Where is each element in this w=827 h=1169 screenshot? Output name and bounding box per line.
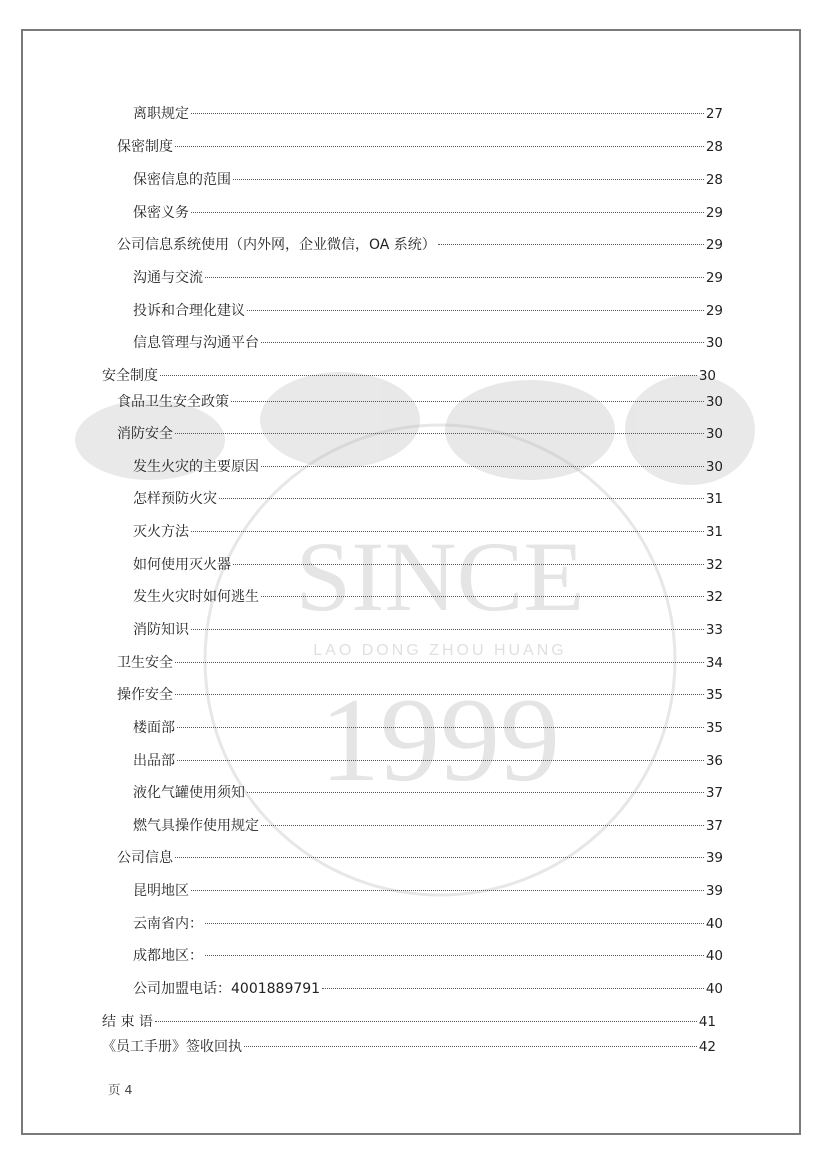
toc-page-number: 37: [705, 818, 723, 834]
toc-leader: [261, 342, 704, 343]
toc-label: 操作安全: [117, 687, 173, 703]
toc-entry[interactable]: [117, 424, 723, 444]
toc-page-number: 39: [705, 850, 723, 866]
toc-leader: [191, 212, 704, 213]
toc-entry[interactable]: [117, 848, 723, 868]
toc-leader: [247, 310, 704, 311]
toc-label: 离职规定: [133, 106, 189, 122]
toc-label: 保密信息的范围: [133, 172, 231, 188]
toc-entry[interactable]: [133, 203, 723, 223]
toc-leader: [261, 596, 704, 597]
toc-entry[interactable]: [133, 783, 723, 803]
toc-leader: [261, 466, 704, 467]
toc-entry[interactable]: [133, 587, 723, 607]
toc-leader: [233, 564, 704, 565]
toc-label: 安全制度: [102, 368, 158, 384]
watermark-year: 1999: [320, 673, 560, 806]
toc-entry[interactable]: [117, 653, 723, 673]
toc-page-number: 34: [705, 655, 723, 671]
toc-leader: [177, 727, 704, 728]
toc-entry[interactable]: [133, 718, 723, 738]
toc-label: 发生火灾的主要原因: [133, 459, 259, 475]
toc-entry[interactable]: [133, 979, 723, 999]
toc-label: 投诉和合理化建议: [133, 303, 245, 319]
toc-page-number: 41: [698, 1014, 716, 1030]
watermark-since: SINCE: [295, 521, 585, 632]
toc-page-number: 33: [705, 622, 723, 638]
toc-page-number: 40: [705, 981, 723, 997]
page-footer: 页 4: [108, 1082, 133, 1097]
toc-page-number: 27: [705, 106, 723, 122]
toc-page-number: 37: [705, 785, 723, 801]
toc-label: 保密义务: [133, 205, 189, 221]
toc-entry[interactable]: [102, 1037, 716, 1057]
toc-entry[interactable]: [102, 366, 716, 386]
toc-leader: [155, 1021, 697, 1022]
watermark-subtitle: LAO DONG ZHOU HUANG: [313, 642, 567, 659]
toc-label: 公司信息系统使用（内外网，企业微信，OA 系统）: [117, 237, 436, 253]
toc-page-number: 42: [698, 1039, 716, 1055]
toc-label: 公司信息: [117, 850, 173, 866]
toc-page-number: 31: [705, 524, 723, 540]
toc-page-number: 35: [705, 720, 723, 736]
toc-page-number: 32: [705, 557, 723, 573]
toc-page-number: 28: [705, 172, 723, 188]
toc-label: 卫生安全: [117, 655, 173, 671]
toc-label: 《员工手册》签收回执: [102, 1039, 242, 1055]
toc-leader: [191, 629, 704, 630]
toc-leader: [175, 662, 704, 663]
toc-entry[interactable]: [133, 104, 723, 124]
toc-leader: [205, 955, 704, 956]
toc-entry[interactable]: [117, 685, 723, 705]
toc-entry[interactable]: [133, 751, 723, 771]
toc-label: 食品卫生安全政策: [117, 394, 229, 410]
toc-entry[interactable]: [133, 946, 723, 966]
toc-page-number: 30: [705, 394, 723, 410]
toc-page-number: 28: [705, 139, 723, 155]
toc-entry[interactable]: [133, 333, 723, 353]
toc-entry[interactable]: [133, 816, 723, 836]
toc-label: 信息管理与沟通平台: [133, 335, 259, 351]
toc-page-number: 29: [705, 205, 723, 221]
toc-entry[interactable]: [133, 914, 723, 934]
toc-leader: [231, 401, 704, 402]
toc-leader: [175, 694, 704, 695]
toc-entry[interactable]: [133, 301, 723, 321]
toc-label: 楼面部: [133, 720, 175, 736]
toc-leader: [175, 433, 704, 434]
toc-page-number: 30: [698, 368, 716, 384]
toc-entry[interactable]: [117, 392, 723, 412]
toc-leader: [219, 498, 704, 499]
toc-leader: [175, 146, 704, 147]
toc-leader: [244, 1046, 697, 1047]
toc-label: 云南省内：: [133, 916, 203, 932]
toc-leader: [247, 792, 704, 793]
toc-entry[interactable]: [133, 522, 723, 542]
toc-leader: [438, 244, 704, 245]
toc-page-number: 35: [705, 687, 723, 703]
toc-label: 出品部: [133, 753, 175, 769]
page-border: [21, 29, 801, 1135]
toc-entry[interactable]: [117, 235, 723, 255]
toc-page-number: 29: [705, 237, 723, 253]
toc-label: 结 束 语: [102, 1014, 153, 1030]
toc-page-number: 30: [705, 335, 723, 351]
toc-page-number: 29: [705, 270, 723, 286]
toc-page-number: 36: [705, 753, 723, 769]
toc-leader: [191, 113, 704, 114]
toc-entry[interactable]: [133, 620, 723, 640]
toc-leader: [322, 988, 704, 989]
toc-page-number: 29: [705, 303, 723, 319]
toc-label: 保密制度: [117, 139, 173, 155]
toc-label: 燃气具操作使用规定: [133, 818, 259, 834]
toc-leader: [205, 277, 704, 278]
toc-entry[interactable]: [117, 137, 723, 157]
toc-page-number: 30: [705, 426, 723, 442]
toc-page-number: 32: [705, 589, 723, 605]
toc-label: 怎样预防火灾: [133, 491, 217, 507]
toc-leader: [160, 375, 697, 376]
toc-entry[interactable]: [133, 881, 723, 901]
toc-label: 沟通与交流: [133, 270, 203, 286]
toc-label: 液化气罐使用须知: [133, 785, 245, 801]
toc-page-number: 39: [705, 883, 723, 899]
toc-label: 发生火灾时如何逃生: [133, 589, 259, 605]
toc-leader: [175, 857, 704, 858]
toc-label: 公司加盟电话：4001889791: [133, 981, 321, 997]
toc-page-number: 31: [705, 491, 723, 507]
toc-label: 消防安全: [117, 426, 173, 442]
toc-entry[interactable]: [133, 170, 723, 190]
toc-entry[interactable]: [133, 555, 723, 575]
toc-label: 如何使用灭火器: [133, 557, 231, 573]
toc-label: 消防知识: [133, 622, 189, 638]
toc-leader: [261, 825, 704, 826]
toc-entry[interactable]: [133, 268, 723, 288]
toc-page-number: 30: [705, 459, 723, 475]
toc-leader: [177, 760, 704, 761]
toc-leader: [191, 890, 704, 891]
toc-page-number: 40: [705, 948, 723, 964]
toc-page-number: 40: [705, 916, 723, 932]
toc-label: 昆明地区: [133, 883, 189, 899]
toc-label: 灭火方法: [133, 524, 189, 540]
toc-entry[interactable]: [133, 489, 723, 509]
toc-entry[interactable]: [102, 1012, 716, 1032]
toc-entry[interactable]: [133, 457, 723, 477]
toc-leader: [205, 923, 704, 924]
toc-label: 成都地区：: [133, 948, 203, 964]
toc-leader: [191, 531, 704, 532]
toc-leader: [233, 179, 704, 180]
